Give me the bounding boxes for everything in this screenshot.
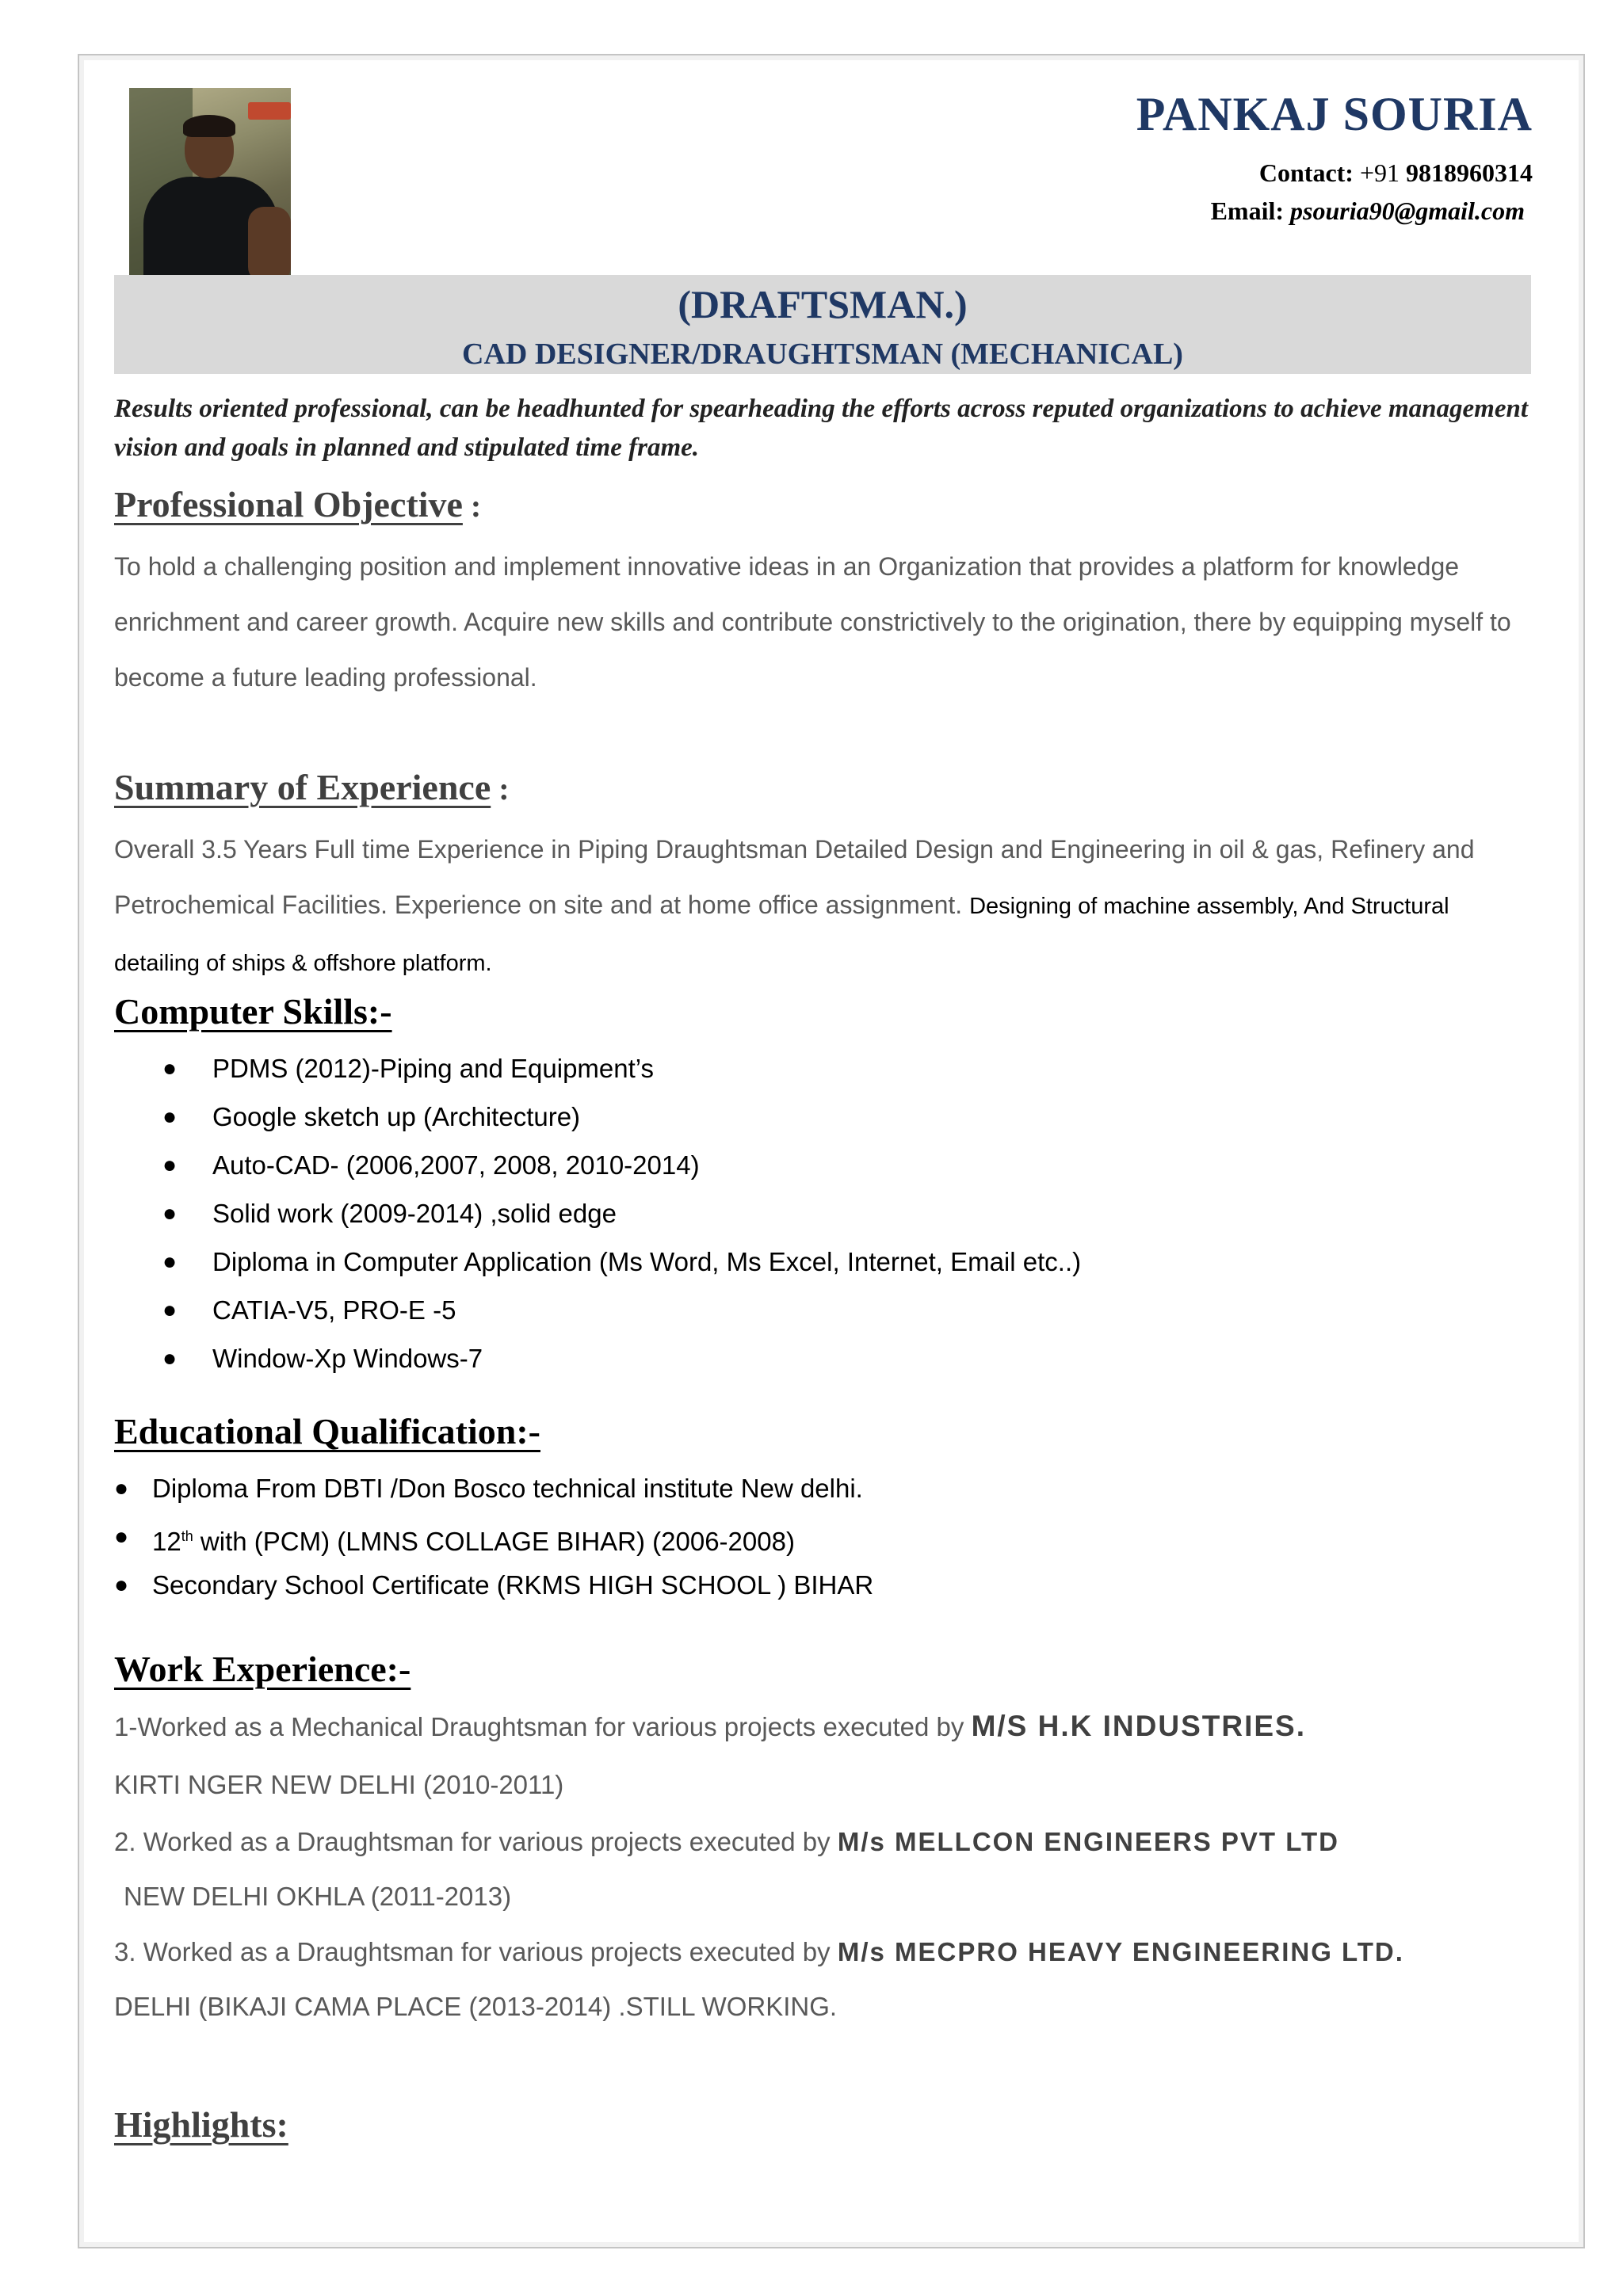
objective-heading-text: Professional Objective bbox=[114, 484, 463, 524]
education-list bbox=[114, 1464, 873, 1609]
summary-heading-colon: : bbox=[498, 771, 510, 807]
bullet-icon: ● bbox=[162, 1345, 178, 1371]
list-item: ● PDMS (2012)-Piping and Equipment’s bbox=[166, 1044, 1081, 1093]
bullet-icon: ● bbox=[114, 1475, 129, 1501]
objective-heading bbox=[114, 483, 481, 525]
skills-list bbox=[162, 1044, 1082, 1383]
list-item: ● Solid work (2009-2014) ,solid edge bbox=[166, 1189, 1081, 1238]
bullet-icon: ● bbox=[162, 1297, 178, 1323]
bullet-icon: ● bbox=[114, 1572, 129, 1598]
bullet-icon: ● bbox=[114, 1524, 129, 1550]
email-label: Email: bbox=[1210, 196, 1285, 225]
contact-number: 9818960314 bbox=[1406, 158, 1533, 187]
work-location-1: KIRTI NGER NEW DELHI (2010-2011) bbox=[114, 1770, 564, 1799]
bullet-icon: ● bbox=[162, 1200, 178, 1226]
highlights-heading-colon: : bbox=[276, 2104, 288, 2145]
highlights-heading bbox=[114, 2103, 288, 2145]
list-item: ● Diploma in Computer Application (Ms Word, Ms Excel, Internet, Email etc..) bbox=[166, 1238, 1081, 1286]
bullet-icon: ● bbox=[162, 1152, 178, 1178]
work-firm-3: M/s MECPRO HEAVY ENGINEERING LTD. bbox=[837, 1937, 1404, 1966]
summary-heading bbox=[114, 766, 510, 808]
objective-text: To hold a challenging position and implement innovative ideas in an Organization that provides a platform for knowledge enrichment and career growth. Acquire new skills and contribute constrictively to the origination, there by equipping myself to become a future leading professional. bbox=[114, 552, 1511, 692]
bullet-icon: ● bbox=[162, 1249, 178, 1275]
highlights-heading-text: Highlights bbox=[114, 2104, 277, 2145]
summary-text-tail: Designing of machine assembly, And Structural detailing of ships & offshore platform. bbox=[114, 894, 1449, 976]
work-line-2: 2. Worked as a Draughtsman for various projects executed by M/s MELLCON ENGINEERS PVT LTD bbox=[114, 1827, 1339, 1856]
work-line-1: 1-Worked as a Mechanical Draughtsman for various projects executed by M/S H.K INDUSTRIES. bbox=[114, 1710, 1306, 1742]
work-firm-1: M/S H.K INDUSTRIES. bbox=[971, 1710, 1306, 1742]
bullet-icon: ● bbox=[162, 1104, 178, 1130]
contact-label: Contact: bbox=[1258, 158, 1354, 187]
list-item: ● Diploma From DBTI /Don Bosco technical institute New delhi. bbox=[114, 1464, 873, 1512]
list-item: ● Google sketch up (Architecture) bbox=[166, 1093, 1081, 1141]
work-location-3: DELHI (BIKAJI CAMA PLACE (2013-2014) .STILL WORKING. bbox=[114, 1992, 838, 2021]
list-item: ● Secondary School Certificate (RKMS HIGH SCHOOL ) BIHAR bbox=[114, 1561, 873, 1609]
summary-heading-text: Summary of Experience bbox=[114, 767, 491, 807]
profile-photo bbox=[129, 88, 291, 284]
contact-prefix: +91 bbox=[1359, 158, 1400, 187]
bullet-icon: ● bbox=[162, 1055, 178, 1081]
contact-line bbox=[1259, 158, 1533, 188]
work-heading: Work Experience:- bbox=[114, 1649, 411, 1689]
list-item: ● CATIA-V5, PRO-E -5 bbox=[166, 1286, 1081, 1334]
title-band bbox=[114, 275, 1531, 374]
summary-text bbox=[114, 822, 1533, 991]
job-subtitle: CAD DESIGNER/DRAUGHTSMAN (MECHANICAL) bbox=[462, 338, 1183, 371]
skills-heading: Computer Skills:- bbox=[114, 991, 392, 1032]
list-item: ● Auto-CAD- (2006,2007, 2008, 2010-2014) bbox=[166, 1141, 1081, 1189]
summary-text-main: Overall 3.5 Years Full time Experience in Piping Draughtsman Detailed Design and Engineering in oil & gas, Refinery and Petrochemical Facilities. Experience on site and at home office assignment. bbox=[114, 835, 1475, 919]
work-location-2: NEW DELHI OKHLA (2011-2013) bbox=[124, 1882, 512, 1911]
candidate-name: PANKAJ SOURIA bbox=[1136, 88, 1533, 140]
job-title: (DRAFTSMAN.) bbox=[678, 282, 968, 326]
email-value: psouria90@gmail.com bbox=[1290, 196, 1525, 225]
work-firm-2: M/s MELLCON ENGINEERS PVT LTD bbox=[837, 1827, 1339, 1856]
education-heading: Educational Qualification:- bbox=[114, 1411, 540, 1451]
list-item: ● Window-Xp Windows-7 bbox=[166, 1334, 1081, 1383]
tagline: Results oriented professional, can be headhunted for spearheading the efforts across reputed organizations to achieve management vision and goals in planned and stipulated time frame. bbox=[114, 395, 1528, 462]
work-line-3: 3. Worked as a Draughtsman for various projects executed by M/s MECPRO HEAVY ENGINEERING LTD. bbox=[114, 1937, 1404, 1966]
email-line bbox=[1211, 196, 1525, 226]
objective-heading-colon: : bbox=[470, 488, 482, 524]
list-item: ● 12th with (PCM) (LMNS COLLAGE BIHAR) (2006-2008) bbox=[114, 1512, 873, 1561]
